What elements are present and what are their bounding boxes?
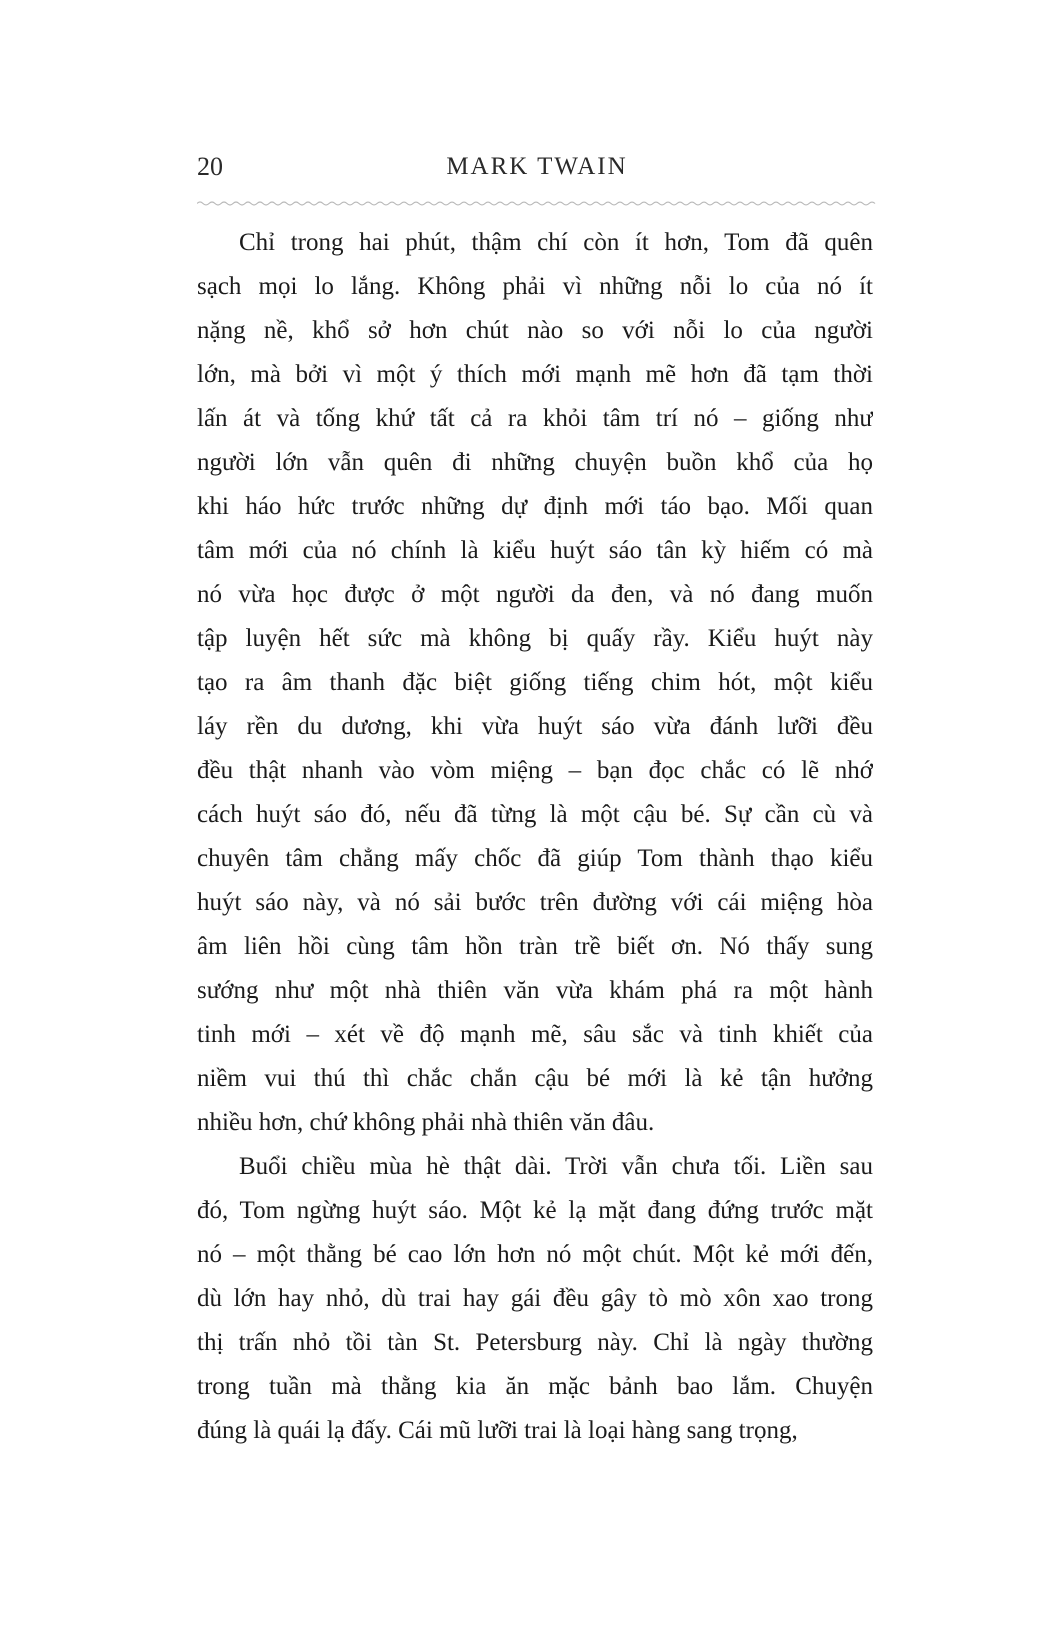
text-line: niềm vui thú thì chắc chắn cậu bé mới là kẻ tận hưởng	[197, 1065, 873, 1092]
text-line: âm liên hồi cùng tâm hồn tràn trề biết ơn. Nó thấy sung	[197, 933, 873, 960]
text-line: lấn át và tống khứ tất cả ra khỏi tâm trí nó – giống như	[197, 405, 873, 432]
text-line: tập luyện hết sức mà không bị quấy rầy. Kiểu huýt này	[197, 625, 873, 652]
header-divider	[197, 199, 877, 208]
text-line: đó, Tom ngừng huýt sáo. Một kẻ lạ mặt đang đứng trước mặt	[197, 1197, 873, 1224]
text-line: nó vừa học được ở một người da đen, và nó đang muốn	[197, 581, 873, 608]
wavy-divider-path	[197, 202, 875, 205]
text-line: tâm mới của nó chính là kiểu huýt sáo tân kỳ hiếm có mà	[197, 537, 873, 564]
text-line: thị trấn nhỏ tồi tàn St. Petersburg này. Chỉ là ngày thường	[197, 1329, 873, 1356]
page-header	[197, 150, 877, 184]
text-line: dù lớn hay nhỏ, dù trai hay gái đều gây tò mò xôn xao trong	[197, 1285, 873, 1312]
text-line: sướng như một nhà thiên văn vừa khám phá ra một hành	[197, 977, 873, 1004]
text-line: Chỉ trong hai phút, thậm chí còn ít hơn, Tom đã quên	[239, 229, 873, 256]
text-line: đúng là quái lạ đấy. Cái mũ lưỡi trai là loại hàng sang trọng,	[197, 1417, 798, 1444]
text-line: láy rền du dương, khi vừa huýt sáo vừa đánh lưỡi đều	[197, 713, 873, 740]
text-line: huýt sáo này, và nó sải bước trên đường với cái miệng hòa	[197, 889, 873, 916]
text-line: Buổi chiều mùa hè thật dài. Trời vẫn chưa tối. Liền sau	[239, 1153, 873, 1180]
text-line: sạch mọi lo lắng. Không phải vì những nỗi lo của nó ít	[197, 273, 873, 300]
text-line: cách huýt sáo đó, nếu đã từng là một cậu bé. Sự cần cù và	[197, 801, 873, 828]
text-line: nhiều hơn, chứ không phải nhà thiên văn đâu.	[197, 1109, 655, 1136]
text-line: trong tuần mà thằng kia ăn mặc bảnh bao lắm. Chuyện	[197, 1373, 873, 1400]
text-line: nó – một thằng bé cao lớn hơn nó một chút. Một kẻ mới đến,	[197, 1241, 873, 1268]
text-line: lớn, mà bởi vì một ý thích mới mạnh mẽ hơn đã tạm thời	[197, 361, 873, 388]
text-line: tinh mới – xét về độ mạnh mẽ, sâu sắc và tinh khiết của	[197, 1021, 873, 1048]
text-block	[197, 221, 873, 1453]
running-title: MARK TWAIN	[446, 153, 628, 180]
text-line: tạo ra âm thanh đặc biệt giống tiếng chim hót, một kiểu	[197, 669, 873, 696]
text-line: nặng nề, khổ sở hơn chút nào so với nỗi lo của người	[197, 317, 873, 344]
text-line: chuyên tâm chẳng mấy chốc đã giúp Tom thành thạo kiểu	[197, 845, 873, 872]
text-line: khi háo hức trước những dự định mới táo bạo. Mối quan	[197, 493, 873, 520]
text-line: đều thật nhanh vào vòm miệng – bạn đọc chắc có lẽ nhớ	[197, 757, 873, 784]
text-line: người lớn vẫn quên đi những chuyện buồn khổ của họ	[197, 449, 873, 476]
page-number: 20	[197, 152, 223, 181]
